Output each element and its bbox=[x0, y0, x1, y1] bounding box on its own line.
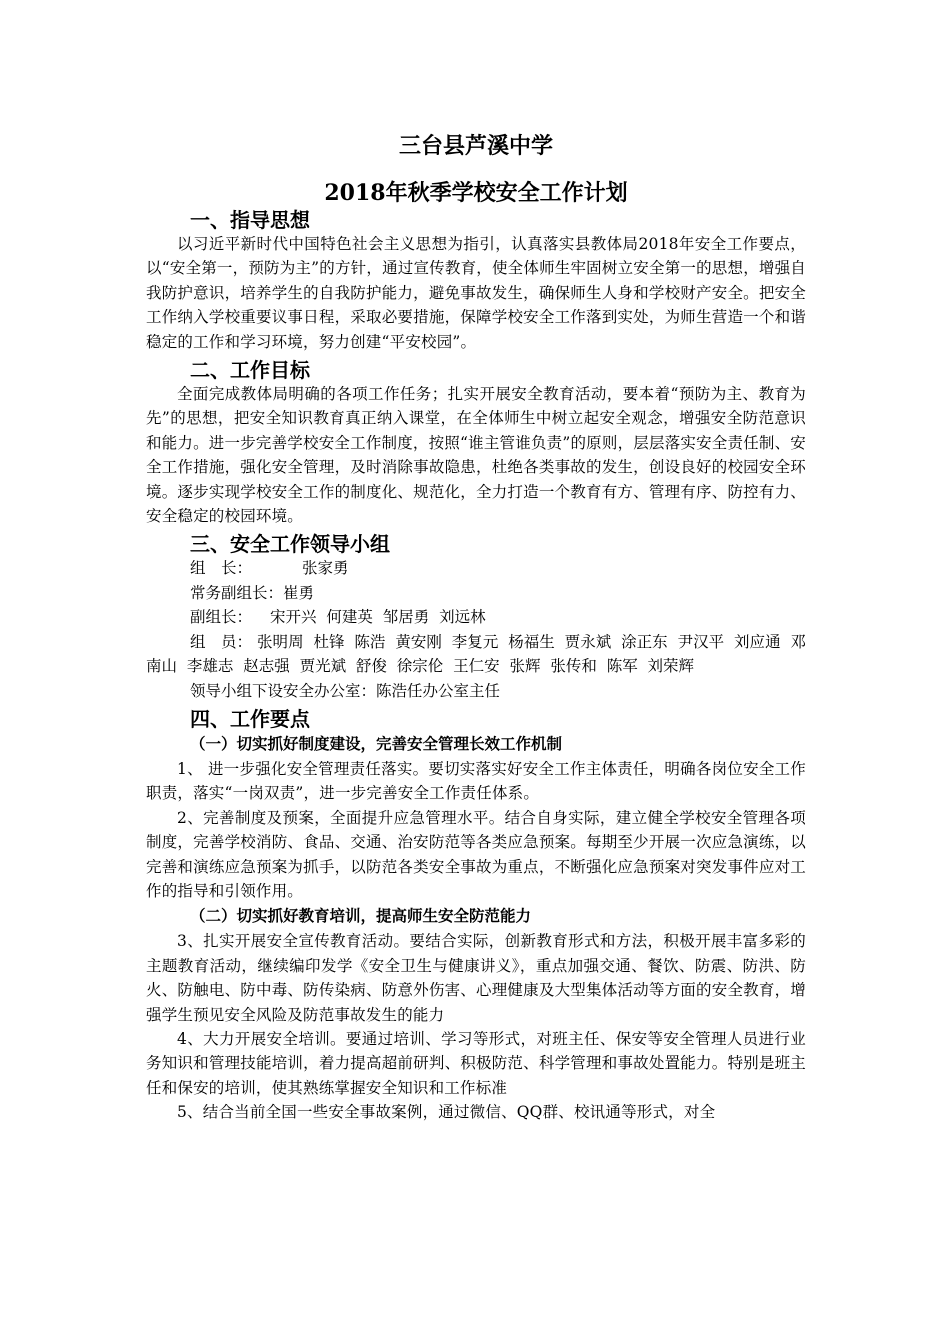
section-heading-key-points: 四、工作要点 bbox=[190, 706, 310, 731]
section-heading-guiding-thought: 一、指导思想 bbox=[190, 208, 310, 232]
office-row: 领导小组下设安全办公室：陈浩任办公室主任 bbox=[190, 681, 501, 700]
item-2: 2、完善制度及预案，全面提升应急管理水平。结合自身实际，建立健全学校安全管理各项制度，完善学校消防、食品、交通、治安防范等各类应急预案。每期至少开展一次应急演练，以完善和演练应急预案为抓手，以防范各类安全事故为重点，不断强化应急预案对突发事件应对工作的指导和引领作用。 bbox=[146, 808, 806, 900]
item-3: 3、扎实开展安全宣传教育活动。要结合实际，创新教育形式和方法，积极开展丰富多彩的主题教育活动，继续编印发学《安全卫生与健康讲义》，重点加强交通、餐饮、防震、防洪、防火、防触电、防中毒、防传染病、防意外伤害、心理健康及大型集体活动等方面的安全教育，增强学生预见安全风险及防范事故发生的能力 bbox=[146, 932, 806, 1024]
subheading-system-building: （一）切实抓好制度建设，完善安全管理长效工作机制 bbox=[190, 733, 563, 753]
plan-title: 2018年秋季学校安全工作计划 bbox=[324, 180, 628, 206]
deputy-label: 副组长： bbox=[190, 608, 253, 627]
exec-deputy-name: 崔勇 bbox=[283, 583, 315, 602]
item-4: 4、大力开展安全培训。要通过培训、学习等形式，对班主任、保安等安全管理人员进行业务知识和管理技能培训，着力提高超前研判、积极防范、科学管理和事故处置能力。特别是班主任和保安的培训，使其熟练掌握安全知识和工作标准 bbox=[146, 1029, 806, 1097]
paragraph-guiding-thought: 以习近平新时代中国特色社会主义思想为指引，认真落实县教体局2018年安全工作要点，以“安全第一，预防为主”的方针，通过宣传教育，使全体师生牢固树立安全第一的思想，增强自我防护意识，培养学生的自我防护能力，避免事故发生，确保师生人身和学校财产安全。把安全工作纳入学校重要议事日程，采取必要措施，保障学校安全工作落到实处，为师生营造一个和谐稳定的工作和学习环境，努力创建“平安校园”。 bbox=[146, 235, 806, 351]
leader-row bbox=[146, 556, 806, 580]
members-row bbox=[146, 630, 806, 679]
members-label: 组 员： bbox=[190, 632, 253, 651]
section-heading-leadership-group: 三、安全工作领导小组 bbox=[190, 532, 390, 557]
document-page bbox=[146, 128, 806, 1125]
deputy-names: 宋开兴 何建英 邹居勇 刘远林 bbox=[270, 608, 486, 627]
item-5: 5、结合当前全国一些安全事故案例，通过微信、QQ群、校讯通等形式，对全 bbox=[177, 1103, 716, 1122]
exec-deputy-row bbox=[146, 581, 806, 605]
item-1: 1、 进一步强化安全管理责任落实。要切实落实好安全工作主体责任，明确各岗位安全工作职责，落实“一岗双责”，进一步完善安全工作责任体系。 bbox=[146, 759, 806, 803]
section-heading-goals: 二、工作目标 bbox=[190, 358, 310, 383]
exec-deputy-label: 常务副组长： bbox=[190, 583, 284, 602]
school-title: 三台县芦溪中学 bbox=[398, 133, 553, 159]
paragraph-goals: 全面完成教体局明确的各项工作任务；扎实开展安全教育活动，要本着“预防为主、教育为先”的思想，把安全知识教育真正纳入课堂，在全体师生中树立起安全观念，增强安全防范意识和能力。进一步完善学校安全工作制度，按照“谁主管谁负责”的原则，层层落实安全责任制、安全工作措施，强化安全管理，及时消除事故隐患，杜绝各类事故的发生，创设良好的校园安全环境。逐步实现学校安全工作的制度化、规范化，全力打造一个教育有方、管理有序、防控有力、安全稳定的校园环境。 bbox=[146, 385, 806, 526]
deputy-row bbox=[146, 605, 806, 629]
leader-label: 组 长： bbox=[190, 559, 253, 578]
leader-name: 张家勇 bbox=[302, 559, 349, 578]
subheading-education-training: （二）切实抓好教育培训，提高师生安全防范能力 bbox=[190, 906, 532, 926]
members-names: 张明周 杜锋 陈浩 黄安刚 李复元 杨福生 贾永斌 涂正东 尹汉平 刘应通 邓南山 李雄志 赵志强 贾光斌 舒俊 徐宗伦 王仁安 张辉 张传和 陈军 刘荣辉 bbox=[146, 632, 806, 676]
